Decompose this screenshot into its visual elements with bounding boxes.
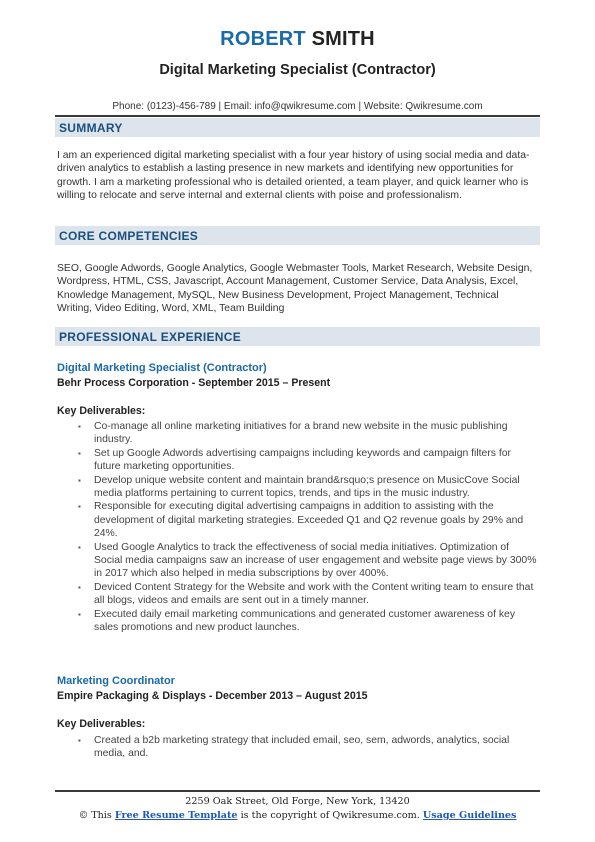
contact-info: Phone: (0123)-456-789 | Email: info@qwikresume.com | Website: Qwikresume.com	[112, 101, 483, 112]
job-title-2: Marketing Coordinator	[57, 675, 175, 687]
list-item: ▪ Set up Google Adwords advertising campaigns including keywords and campaign filters for future marketing opportunities.	[78, 447, 540, 474]
list-item: ▪ Used Google Analytics to track the effectiveness of social media initiatives. Optimization of Social media campaigns saw an increase of user engagement and website page views by 300% in 2017 which also helped in media subscriptions by over 400%.	[78, 541, 540, 581]
job-title-1: Digital Marketing Specialist (Contractor)	[57, 362, 267, 374]
list-item: ▪ Co-manage all online marketing initiatives for a brand new website in the music publishing industry.	[78, 420, 540, 447]
summary-heading-bar	[55, 118, 540, 137]
key-deliverables-label-2: Key Deliverables:	[57, 718, 146, 730]
summary-text: I am an experienced digital marketing specialist with a four year history of using social media and data-driven analytics to establish a lasting presence in new markets and identifying new opportunities for growth. I am a marketing professional who is detailed oriented, a team player, and quick learner who is willing to relocate and serve internal and external clients with poise and professionalism.	[57, 150, 530, 202]
experience-heading-bar	[55, 327, 540, 346]
footer-address: 2259 Oak Street, Old Forge, New York, 13420	[185, 796, 410, 807]
copyright-prefix: © This	[78, 810, 112, 821]
usage-guidelines-link[interactable]: Usage Guidelines	[422, 810, 517, 821]
footer-divider	[55, 790, 540, 792]
list-item: ▪ Executed daily email marketing communications and generated customer awareness of key sales promotions and new product launches.	[78, 608, 540, 635]
summary-heading: SUMMARY	[59, 121, 123, 135]
list-item: ▪ Responsible for executing digital advertising campaigns in addition to assisting with the development of digital marketing strategies. Exceeded Q1 and Q2 revenue goals by 29% and 24%.	[78, 500, 540, 540]
header-divider	[55, 115, 540, 117]
competencies-heading: CORE COMPETENCIES	[59, 229, 199, 243]
list-item: ▪ Deviced Content Strategy for the Website and work with the Content writing team to ensure that all blogs, videos and emails are sent out in a timely manner.	[78, 581, 540, 608]
resume-title: Digital Marketing Specialist (Contractor)	[159, 62, 436, 78]
deliverables-list-1	[78, 420, 540, 635]
competencies-heading-bar	[55, 226, 540, 245]
deliverables-list-2	[78, 734, 540, 761]
list-item: ▪ Created a b2b marketing strategy that included email, seo, sem, adwords, analytics, social media, and.	[78, 734, 540, 761]
candidate-name	[0, 28, 595, 51]
job-company-2: Empire Packaging & Displays - December 2013 – August 2015	[57, 690, 368, 702]
key-deliverables-label-1: Key Deliverables:	[57, 405, 146, 417]
footer-copyright	[0, 810, 595, 821]
free-resume-template-link[interactable]: Free Resume Template	[114, 810, 238, 821]
list-item: ▪ Develop unique website content and maintain brand&rsquo;s presence on MusicCove Social media platforms pertaining to current topics, trends, and tips in the music industry.	[78, 474, 540, 501]
first-name: ROBERT	[220, 28, 306, 50]
last-name: SMITH	[311, 28, 375, 50]
experience-heading: PROFESSIONAL EXPERIENCE	[59, 330, 242, 344]
copyright-middle: is the copyright of Qwikresume.com.	[240, 810, 420, 821]
job-company-1: Behr Process Corporation - September 2015 – Present	[57, 377, 331, 389]
competencies-text: SEO, Google Adwords, Google Analytics, Google Webmaster Tools, Market Research, Website Design, Wordpress, HTML, CSS, Javascript, Account Management, Customer Service, Data Analysis, Excel, Knowledge Management, MySQL, New Business Development, Project Management, Technical Writing, Video Editing, Word, XML, Team Building	[57, 263, 533, 315]
